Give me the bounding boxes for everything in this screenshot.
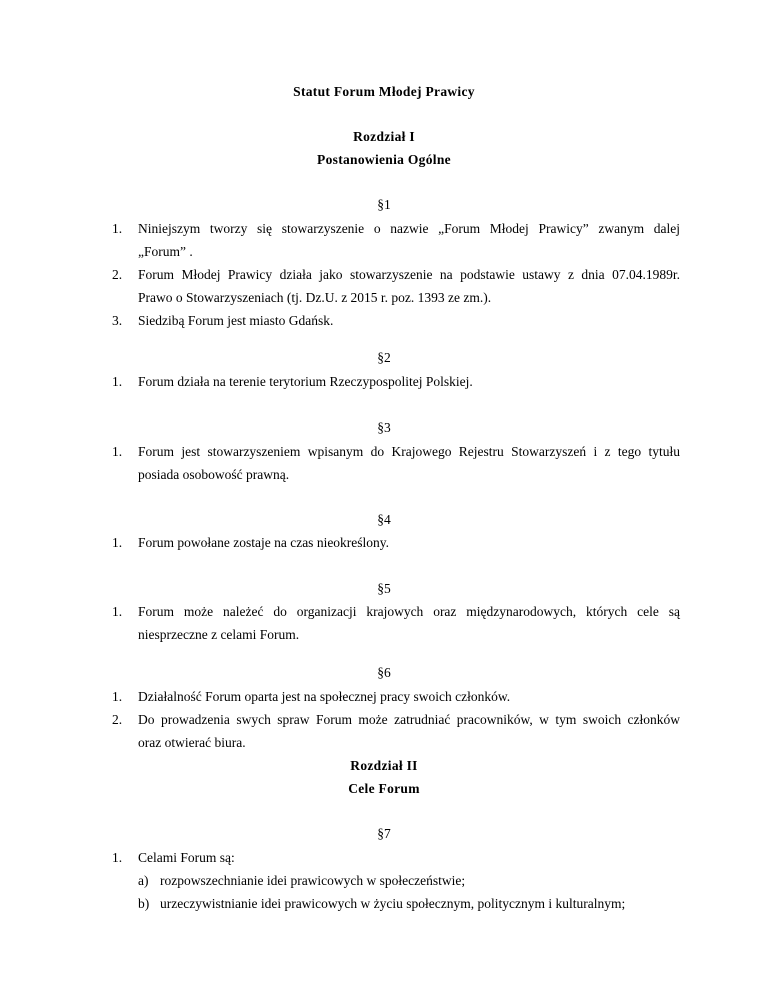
chapter-2-name: Cele Forum: [348, 781, 420, 796]
s1-item-3-number: 3.: [112, 313, 123, 328]
s7-subitem-b-letter: b): [138, 896, 150, 911]
section-5-heading: §5: [377, 581, 391, 596]
s6-item-1-number: 1.: [112, 689, 123, 704]
section-7-heading: §7: [377, 826, 391, 841]
chapter-1-label: Rozdział I: [353, 129, 415, 144]
s1-item-2-line-2: Prawo o Stowarzyszeniach (tj. Dz.U. z 2015 r. poz. 1393 ze zm.).: [138, 290, 492, 305]
section-3-heading: §3: [377, 420, 391, 435]
s3-item-1-number: 1.: [112, 444, 123, 459]
s6-item-2-line-1: Do prowadzenia swych spraw Forum może zatrudniać pracowników, w tym swoich członków: [138, 712, 680, 727]
section-1-heading: §1: [377, 197, 391, 212]
s5-item-1-line-2: niesprzeczne z celami Forum.: [138, 627, 300, 642]
document-title: Statut Forum Młodej Prawicy: [293, 84, 475, 99]
s7-subitem-a-letter: a): [138, 873, 149, 888]
chapter-2-label: Rozdział II: [350, 758, 418, 773]
s3-item-1-line-1: Forum jest stowarzyszeniem wpisanym do Krajowego Rejestru Stowarzyszeń i z tego tytułu: [138, 444, 680, 459]
s1-item-2-number: 2.: [112, 267, 123, 282]
s6-item-2-line-2: oraz otwierać biura.: [138, 735, 246, 750]
s1-item-1-line-2: „Forum” .: [138, 244, 193, 259]
s6-item-2-number: 2.: [112, 712, 123, 727]
section-4-heading: §4: [377, 512, 391, 527]
s1-item-3-line-1: Siedzibą Forum jest miasto Gdańsk.: [138, 313, 334, 328]
s6-item-1-line-1: Działalność Forum oparta jest na społecznej pracy swoich członków.: [138, 689, 511, 704]
s7-subitem-b-text: urzeczywistnianie idei prawicowych w życiu społecznym, politycznym i kulturalnym;: [160, 896, 626, 911]
section-6-heading: §6: [377, 665, 391, 680]
s4-item-1-line-1: Forum powołane zostaje na czas nieokreślony.: [138, 535, 390, 550]
s7-item-1-line-1: Celami Forum są:: [138, 850, 235, 865]
s5-item-1-number: 1.: [112, 604, 123, 619]
s1-item-2-line-1: Forum Młodej Prawicy działa jako stowarzyszenie na podstawie ustawy z dnia 07.04.1989r.: [138, 267, 680, 282]
section-2-heading: §2: [377, 350, 391, 365]
s4-item-1-number: 1.: [112, 535, 123, 550]
s2-item-1-number: 1.: [112, 374, 123, 389]
s2-item-1-line-1: Forum działa na terenie terytorium Rzeczypospolitej Polskiej.: [138, 374, 473, 389]
s3-item-1-line-2: posiada osobowość prawną.: [138, 467, 290, 482]
chapter-1-name: Postanowienia Ogólne: [317, 152, 451, 167]
s7-item-1-number: 1.: [112, 850, 123, 865]
s7-subitem-a-text: rozpowszechnianie idei prawicowych w społeczeństwie;: [160, 873, 466, 888]
s5-item-1-line-1: Forum może należeć do organizacji krajowych oraz międzynarodowych, których cele są: [138, 604, 680, 619]
s1-item-1-number: 1.: [112, 221, 123, 236]
s1-item-1-line-1: Niniejszym tworzy się stowarzyszenie o nazwie „Forum Młodej Prawicy” zwanym dalej: [138, 221, 680, 236]
